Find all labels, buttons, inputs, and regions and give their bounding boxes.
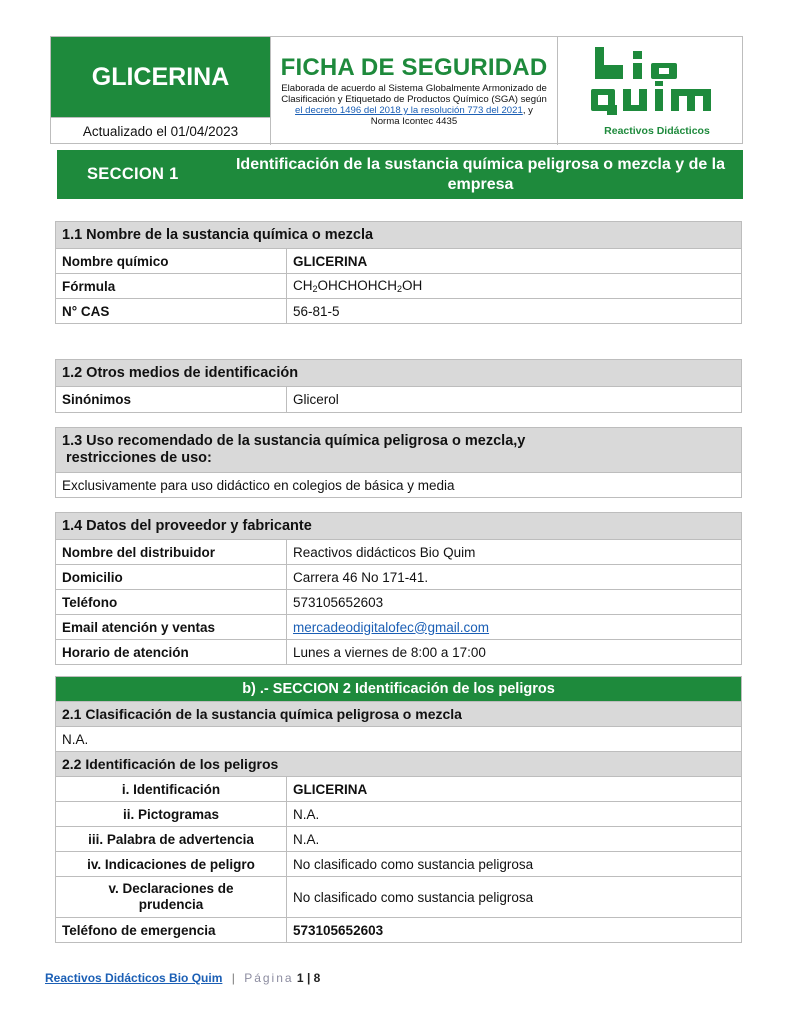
row-value: GLICERINA	[287, 249, 742, 274]
footer-page-number: 1	[296, 971, 304, 985]
section-1-label: SECCION 1	[87, 165, 179, 183]
header-logo-cell	[559, 37, 744, 145]
document-header	[50, 36, 743, 144]
row-key: Nombre del distribuidor	[56, 540, 287, 565]
heading-2-1: 2.1 Clasificación de la sustancia química peligrosa o mezcla	[56, 702, 742, 727]
formula-part: CH	[293, 278, 313, 293]
row-key-line2: prudencia	[138, 897, 204, 912]
row-key: N° CAS	[56, 299, 287, 324]
row-value: Reactivos didácticos Bio Quim	[287, 540, 742, 565]
footer-page-word: Página	[244, 971, 294, 985]
row-value	[287, 615, 742, 640]
formula-value	[287, 274, 742, 299]
section-2-banner: b) .- SECCION 2 Identificación de los peligros	[56, 677, 742, 702]
table-row	[56, 540, 742, 565]
footer-brand-link[interactable]: Reactivos Didácticos Bio Quim	[45, 971, 223, 985]
updated-date: Actualizado el 01/04/2023	[51, 117, 270, 145]
row-key-line1: v. Declaraciones de	[108, 881, 234, 896]
footer-separator: |	[231, 971, 235, 985]
row-key: ii. Pictogramas	[56, 802, 287, 827]
row-key: Teléfono	[56, 590, 287, 615]
row-key: iii. Palabra de advertencia	[56, 827, 287, 852]
heading-1-2: 1.2 Otros medios de identificación	[56, 360, 742, 387]
table-row	[56, 615, 742, 640]
logo-caption: Reactivos Didácticos	[604, 125, 710, 137]
table-row	[56, 918, 742, 943]
table-1-1	[55, 221, 742, 324]
row-value: No clasificado como sustancia peligrosa	[287, 877, 742, 918]
row-value: 573105652603	[287, 590, 742, 615]
table-row	[56, 565, 742, 590]
formula-subscript: 2	[397, 284, 403, 294]
row-value: 573105652603	[287, 918, 742, 943]
table-row	[56, 387, 742, 413]
heading-1-3-line1: 1.3 Uso recomendado de la sustancia química peligrosa o mezcla,y	[62, 433, 526, 449]
row-key	[56, 877, 287, 918]
row-value: Glicerol	[287, 387, 742, 413]
header-left-cell	[51, 37, 271, 145]
table-row	[56, 827, 742, 852]
table-1-3	[55, 427, 742, 498]
heading-1-4: 1.4 Datos del proveedor y fabricante	[56, 513, 742, 540]
section-1-banner	[57, 150, 743, 199]
row-key: i. Identificación	[56, 777, 287, 802]
table-row	[56, 274, 742, 299]
email-link[interactable]: mercadeodigitalofec@gmail.com	[293, 619, 490, 635]
table-row	[56, 852, 742, 877]
formula-part: OHCHOHCH	[317, 278, 398, 293]
table-1-2	[55, 359, 742, 413]
heading-2-2: 2.2 Identificación de los peligros	[56, 752, 742, 777]
table-row	[56, 249, 742, 274]
sheet-title: FICHA DE SEGURIDAD	[280, 54, 548, 81]
table-1-4	[55, 512, 742, 665]
formula-subscript: 2	[312, 284, 318, 294]
table-row	[56, 802, 742, 827]
row-key: Teléfono de emergencia	[56, 918, 287, 943]
row-key: Fórmula	[56, 274, 287, 299]
description-text-end: , y Norma Icontec 4435	[370, 105, 533, 127]
row-value: N.A.	[287, 827, 742, 852]
footer-page-total: 8	[313, 971, 321, 985]
row-value: 56-81-5	[287, 299, 742, 324]
header-middle-cell	[271, 37, 558, 145]
row-key: Horario de atención	[56, 640, 287, 665]
table-row	[56, 777, 742, 802]
formula-part: OH	[402, 278, 423, 293]
page-footer: Reactivos Didácticos Bio Quim | Página 1 | 8	[45, 971, 321, 985]
table-section-2	[55, 676, 742, 943]
table-row	[56, 877, 742, 918]
row-value: N.A.	[287, 802, 742, 827]
heading-1-3	[56, 428, 742, 473]
row-key: Email atención y ventas	[56, 615, 287, 640]
description-text: Elaborada de acuerdo al Sistema Globalmente Armonizado de Clasificación y Etiquetado de Productos Químico (SGA) según	[281, 83, 547, 105]
row-key: iv. Indicaciones de peligro	[56, 852, 287, 877]
bio-quim-logo	[587, 45, 727, 125]
classification-text: N.A.	[56, 727, 742, 752]
row-key: Sinónimos	[56, 387, 287, 413]
row-value: GLICERINA	[287, 777, 742, 802]
table-row	[56, 299, 742, 324]
row-key: Domicilio	[56, 565, 287, 590]
usage-text: Exclusivamente para uso didáctico en colegios de básica y media	[56, 473, 742, 498]
decree-link[interactable]: el decreto 1496 del 2018 y la resolución 773 del 2021	[295, 105, 523, 116]
row-value: Lunes a viernes de 8:00 a 17:00	[287, 640, 742, 665]
sheet-description	[271, 82, 557, 127]
product-name: GLICERINA	[51, 37, 270, 117]
row-key: Nombre químico	[56, 249, 287, 274]
section-1-title: Identificación de la sustancia química peligrosa o mezcla y de la empresa	[235, 156, 726, 193]
heading-1-3-line2: restricciones de uso:	[66, 450, 212, 466]
table-row	[56, 590, 742, 615]
table-row	[56, 640, 742, 665]
row-value: Carrera 46 No 171-41.	[287, 565, 742, 590]
row-value: No clasificado como sustancia peligrosa	[287, 852, 742, 877]
heading-1-1: 1.1 Nombre de la sustancia química o mezcla	[56, 222, 742, 249]
